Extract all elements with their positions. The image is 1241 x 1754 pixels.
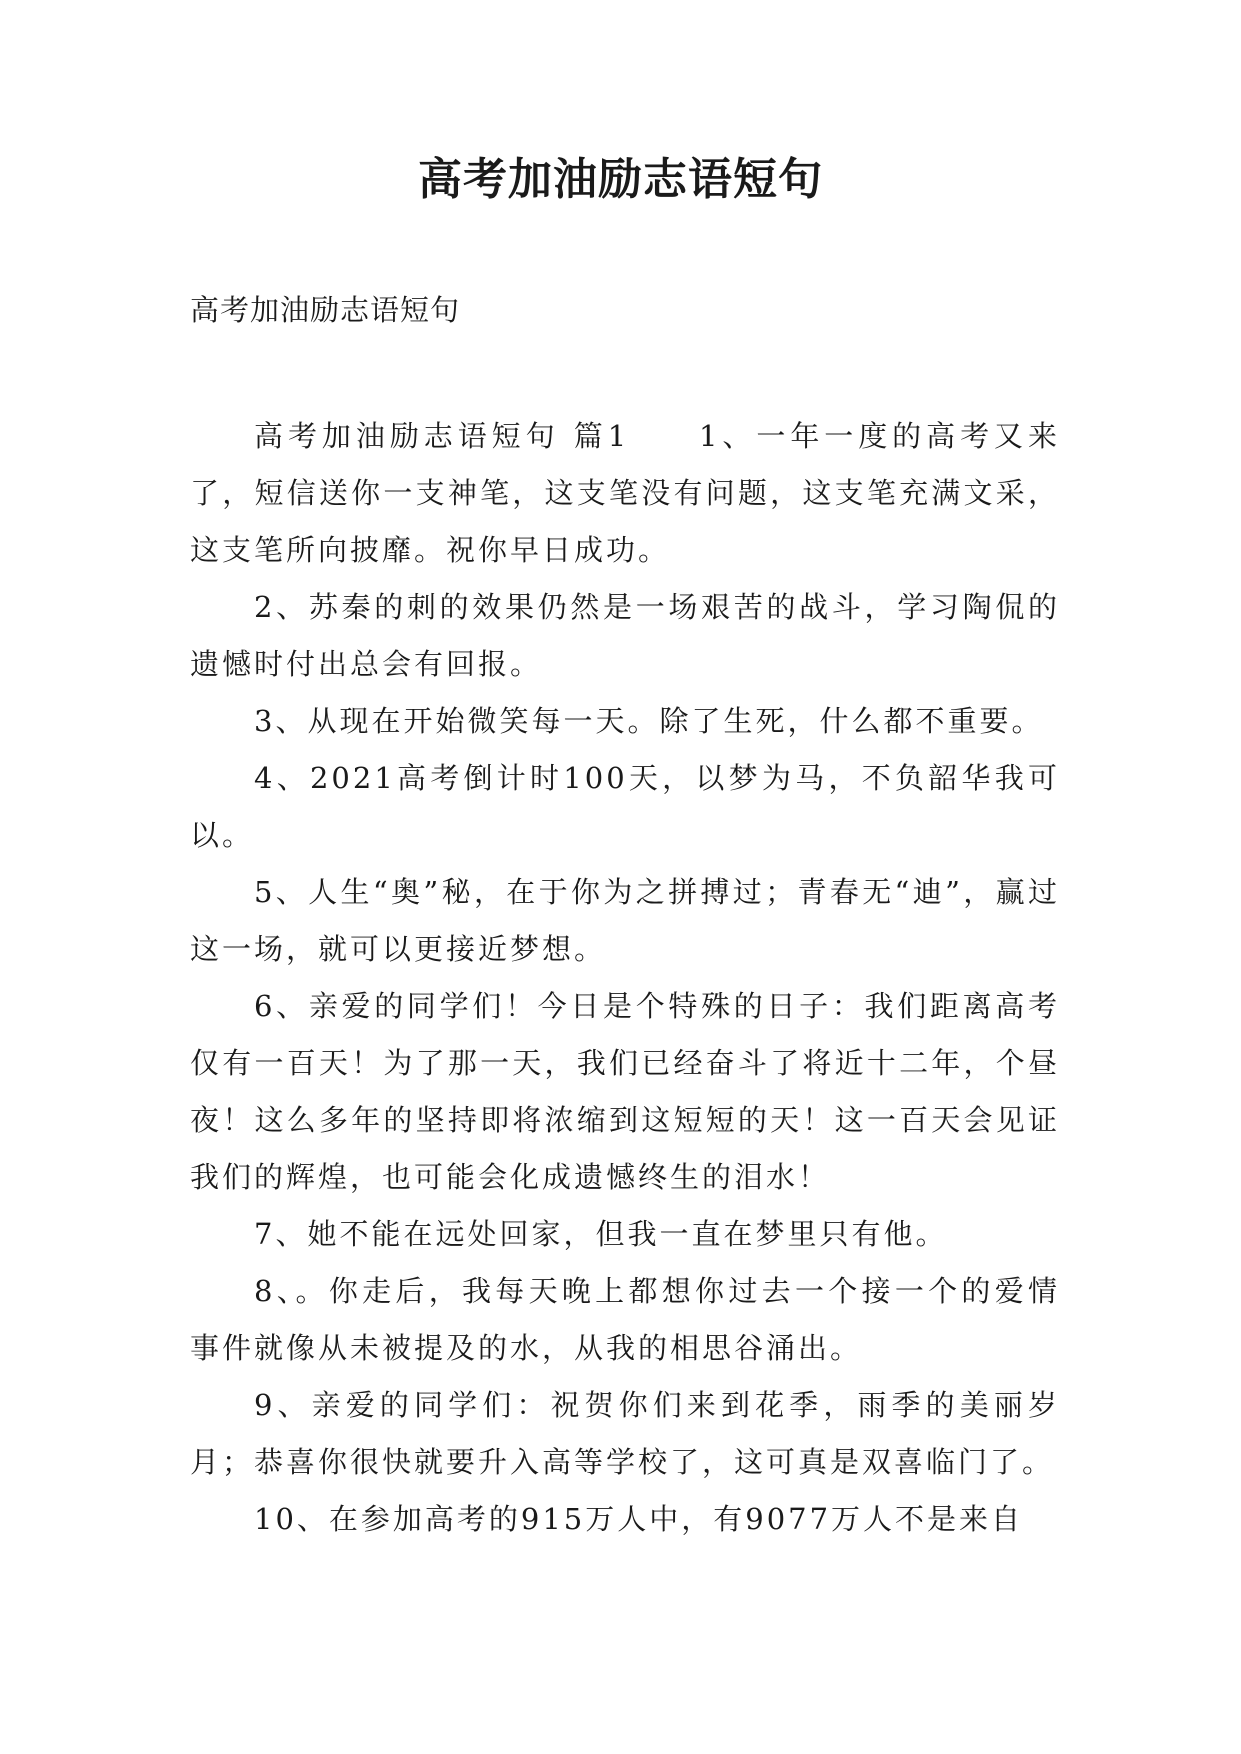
document-body: [190, 408, 1060, 1548]
paragraph-3: 3、从现在开始微笑每一天。除了生死，什么都不重要。: [254, 704, 1044, 738]
document-title: 高考加油励志语短句: [418, 154, 823, 205]
paragraph-9: 9、亲爱的同学们：祝贺你们来到花季，雨季的美丽岁月；恭喜你很快就要升入高等学校了，这可真是双喜临门了。: [190, 1388, 1060, 1479]
paragraph-5: 5、人生“奥”秘，在于你为之拼搏过；青春无“迪”，赢过这一场，就可以更接近梦想。: [190, 875, 1060, 966]
paragraph-2: 2、苏秦的刺的效果仍然是一场艰苦的战斗，学习陶侃的遗憾时付出总会有回报。: [190, 590, 1060, 681]
paragraph-1: 高考加油励志语短句 篇1 1、一年一度的高考又来了，短信送你一支神笔，这支笔没有问题，这支笔充满文采，这支笔所向披靡。祝你早日成功。: [190, 419, 1060, 567]
document-subtitle: 高考加油励志语短句: [190, 293, 461, 327]
paragraph-6: 6、亲爱的同学们！今日是个特殊的日子：我们距离高考仅有一百天！为了那一天，我们已经奋斗了将近十二年，个昼夜！这么多年的坚持即将浓缩到这短短的天！这一百天会见证我们的辉煌，也可能会化成遗憾终生的泪水！: [190, 989, 1060, 1194]
paragraph-10: 10、在参加高考的915万人中，有9077万人不是来自: [254, 1502, 1024, 1536]
paragraph-4: 4、2021高考倒计时100天，以梦为马，不负韶华我可以。: [190, 761, 1060, 852]
paragraph-8: 8、。你走后，我每天晚上都想你过去一个接一个的爱情事件就像从未被提及的水，从我的相思谷涌出。: [190, 1274, 1060, 1365]
paragraph-7: 7、她不能在远处回家，但我一直在梦里只有他。: [254, 1217, 948, 1251]
